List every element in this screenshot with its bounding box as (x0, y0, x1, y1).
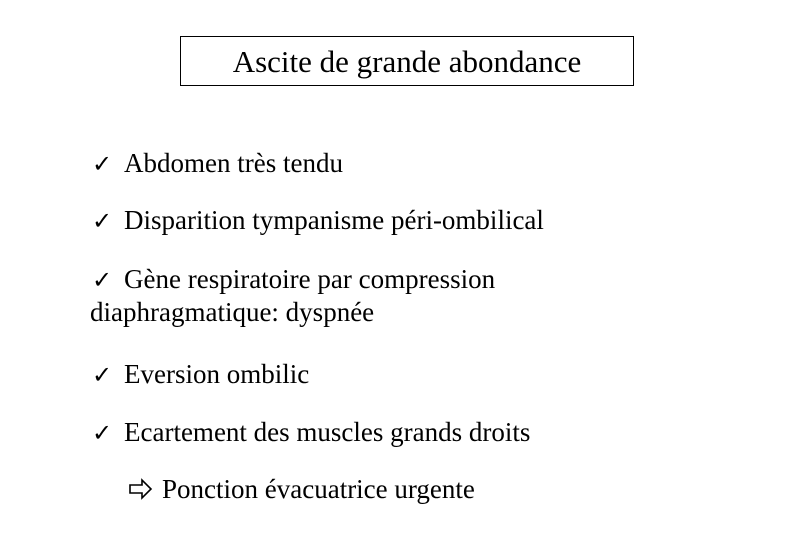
bullet-item (90, 147, 343, 180)
check-icon: ✓ (91, 361, 113, 389)
bullet-item (90, 263, 495, 328)
bullet-text: Abdomen très tendu (124, 148, 343, 178)
slide-title-text: Ascite de grande abondance (232, 43, 582, 79)
right-arrow-icon (128, 473, 154, 505)
bullet-text: Disparition tympanisme péri-ombilical (124, 205, 544, 235)
bullet-item (90, 416, 530, 449)
check-icon: ✓ (91, 207, 113, 235)
check-icon: ✓ (91, 150, 113, 178)
conclusion (128, 473, 475, 505)
bullet-item (90, 358, 309, 391)
bullet-text: Gène respiratoire par compression (124, 264, 496, 294)
check-icon: ✓ (91, 266, 113, 294)
bullet-item (90, 204, 544, 237)
check-icon: ✓ (91, 419, 113, 447)
conclusion-text: Ponction évacuatrice urgente (162, 474, 475, 504)
bullet-text: Ecartement des muscles grands droits (124, 417, 531, 447)
bullet-text-continued: diaphragmatique: dyspnée (90, 297, 375, 327)
bullet-text: Eversion ombilic (124, 359, 310, 389)
